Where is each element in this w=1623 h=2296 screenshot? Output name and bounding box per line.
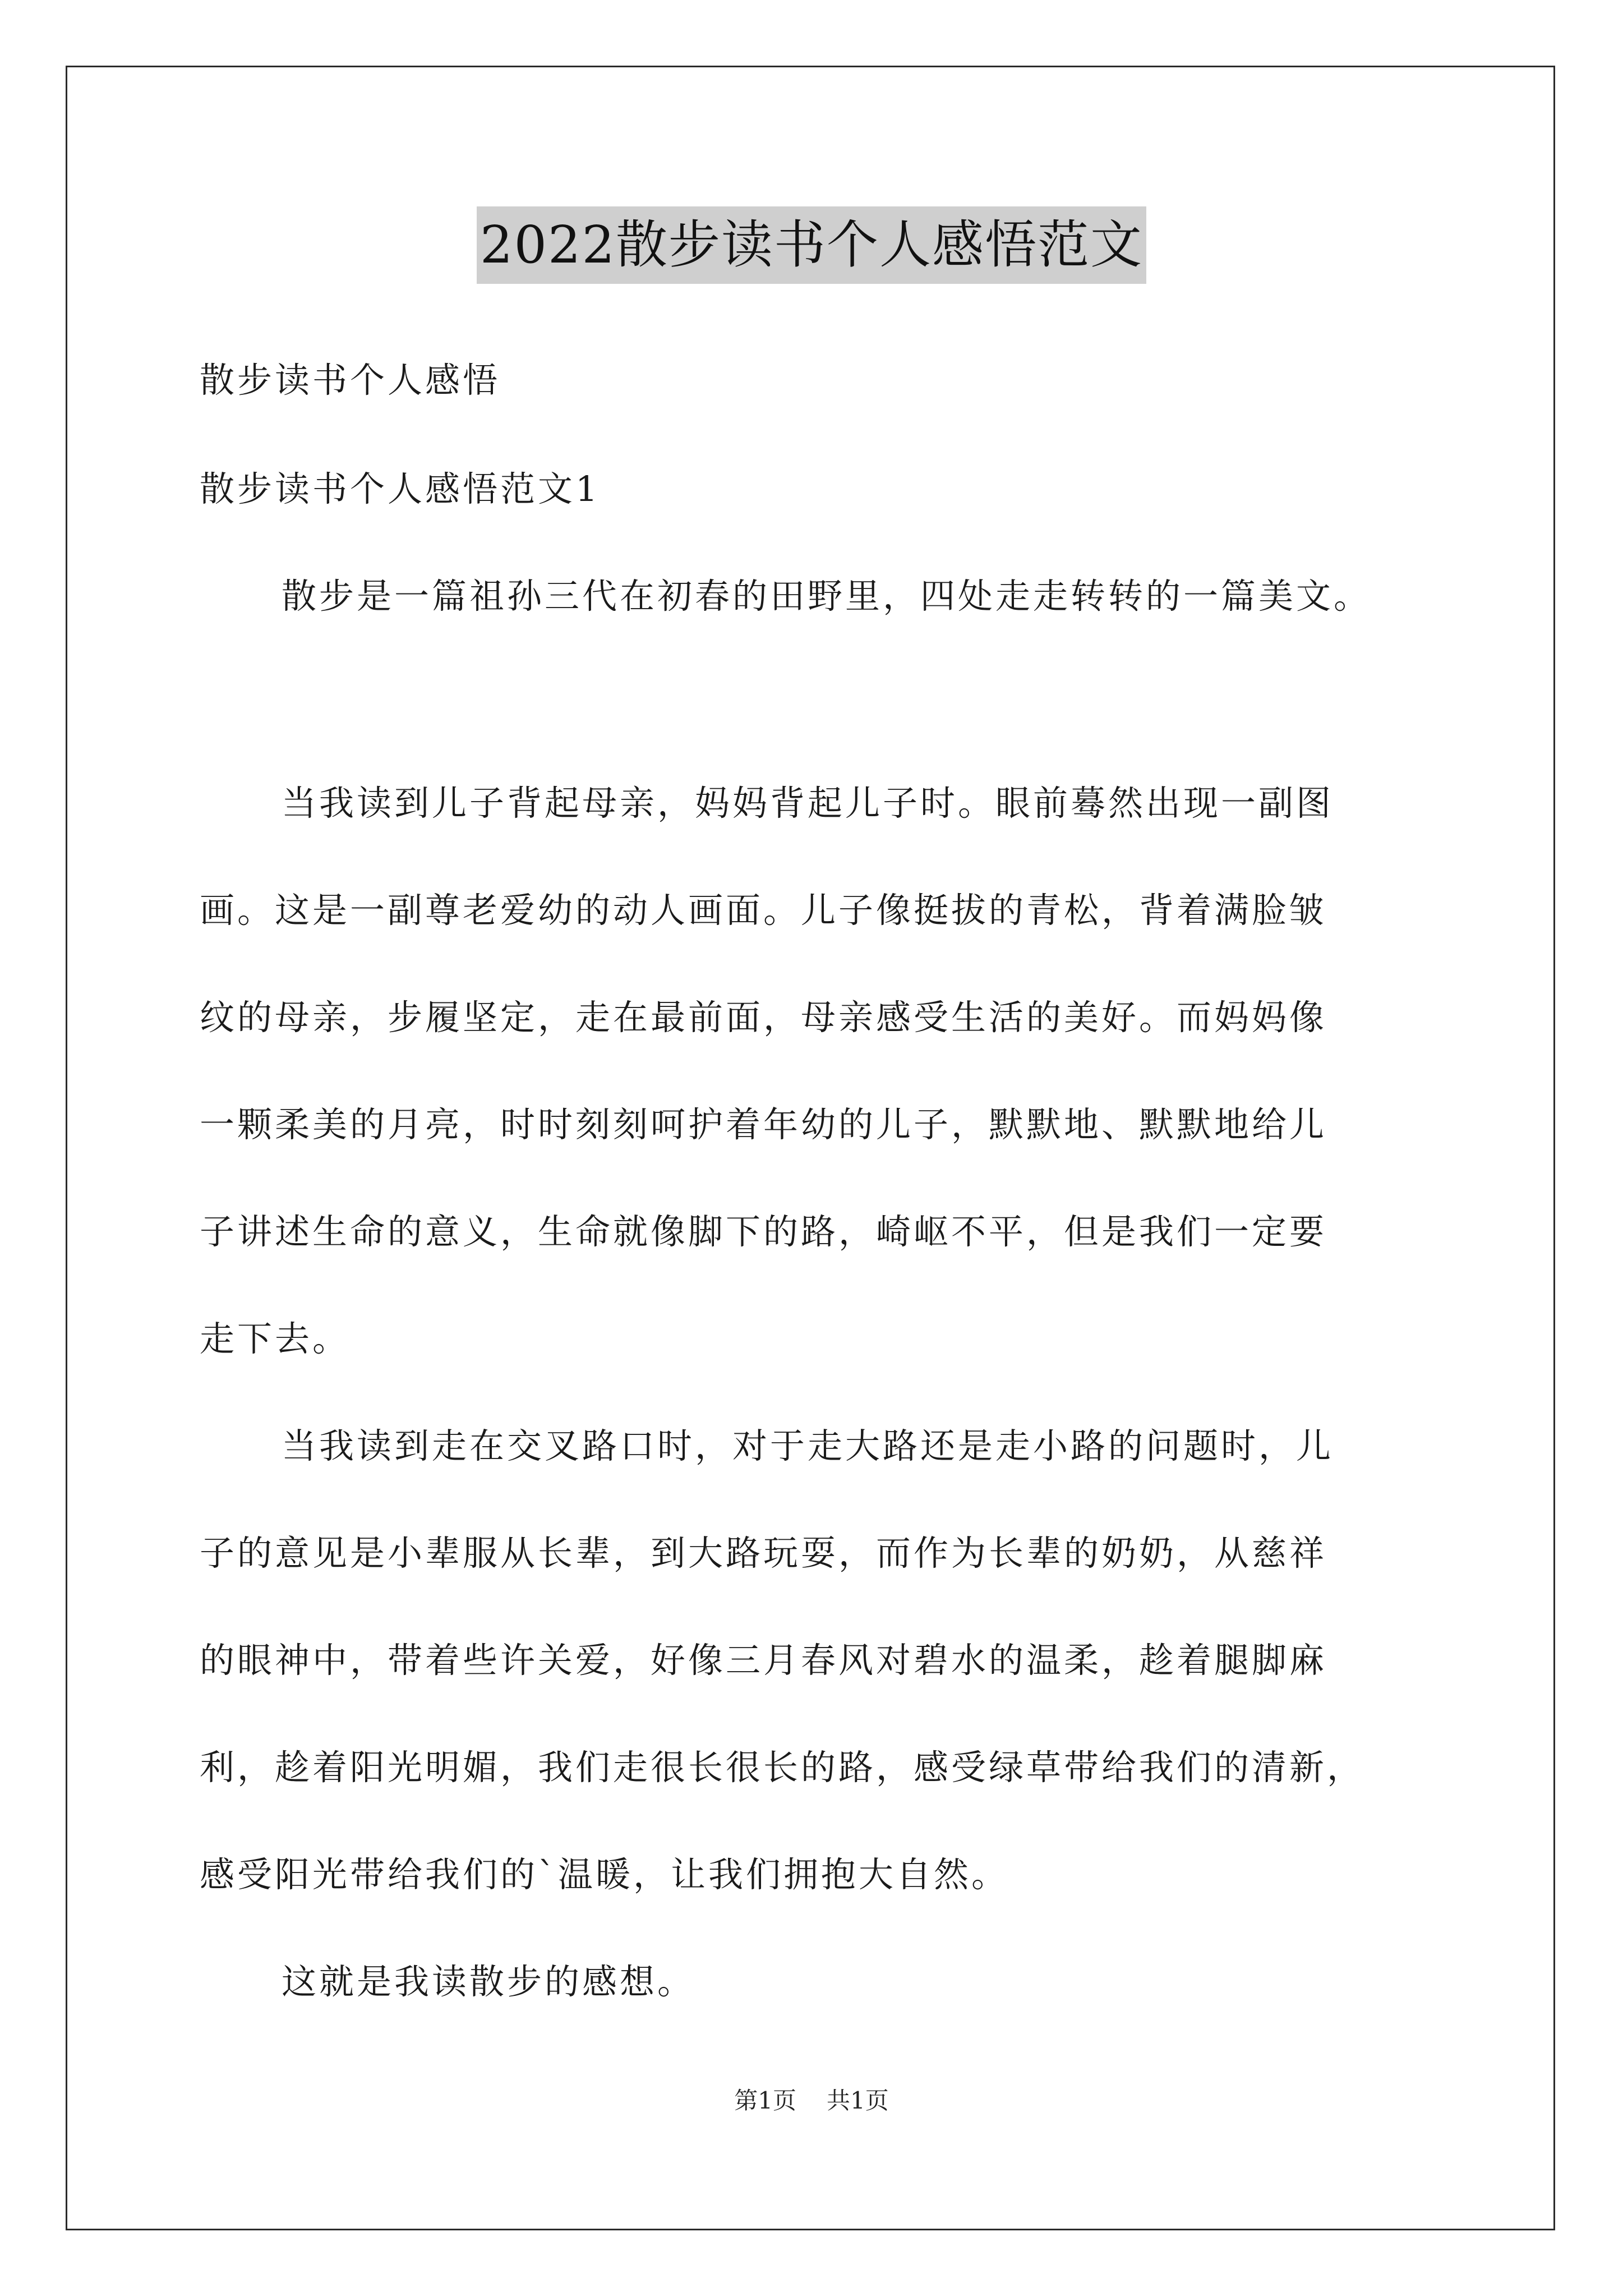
paragraph-line: 当我读到走在交叉路口时，对于走大路还是走小路的问题时，儿 (282, 1425, 1334, 1466)
closing-line: 这就是我读散步的感想。 (282, 1961, 695, 2002)
paragraph-line: 当我读到儿子背起母亲，妈妈背起儿子时。眼前蓦然出现一副图 (282, 783, 1334, 823)
paragraph-line: 一颗柔美的月亮，时时刻刻呵护着年幼的儿子，默默地、默默地给儿 (200, 1104, 1327, 1145)
paragraph-line: 散步是一篇祖孙三代在初春的田野里，四处走走转转的一篇美文。 (282, 576, 1372, 616)
paragraph-line: 子的意见是小辈服从长辈，到大路玩耍，而作为长辈的奶奶，从慈祥 (200, 1533, 1327, 1573)
paragraph-line: 的眼神中，带着些许关爱，好像三月春风对碧水的温柔，趁着腿脚麻 (200, 1640, 1327, 1681)
subtitle-line: 散步读书个人感悟 (200, 360, 501, 401)
title-container (0, 206, 1623, 284)
paragraph-line: 纹的母亲，步履坚定，走在最前面，母亲感受生活的美好。而妈妈像 (200, 997, 1327, 1038)
paragraph-line: 走下去。 (200, 1318, 351, 1359)
section-heading: 散步读书个人感悟范文1 (200, 468, 601, 509)
paragraph-line: 子讲述生命的意义，生命就像脚下的路，崎岖不平，但是我们一定要 (200, 1211, 1327, 1252)
page-footer (0, 2085, 1623, 2116)
page-number: 第1页 (734, 2087, 796, 2114)
document-title: 2022散步读书个人感悟范文 (477, 206, 1146, 284)
paragraph-line: 感受阳光带给我们的`温暖，让我们拥抱大自然。 (200, 1854, 1009, 1895)
paragraph-line: 画。这是一副尊老爱幼的动人画面。儿子像挺拔的青松，背着满脸皱 (200, 890, 1327, 931)
page-total: 共1页 (827, 2087, 889, 2114)
paragraph-line: 利，趁着阳光明媚，我们走很长很长的路，感受绿草带给我们的清新， (200, 1747, 1365, 1788)
